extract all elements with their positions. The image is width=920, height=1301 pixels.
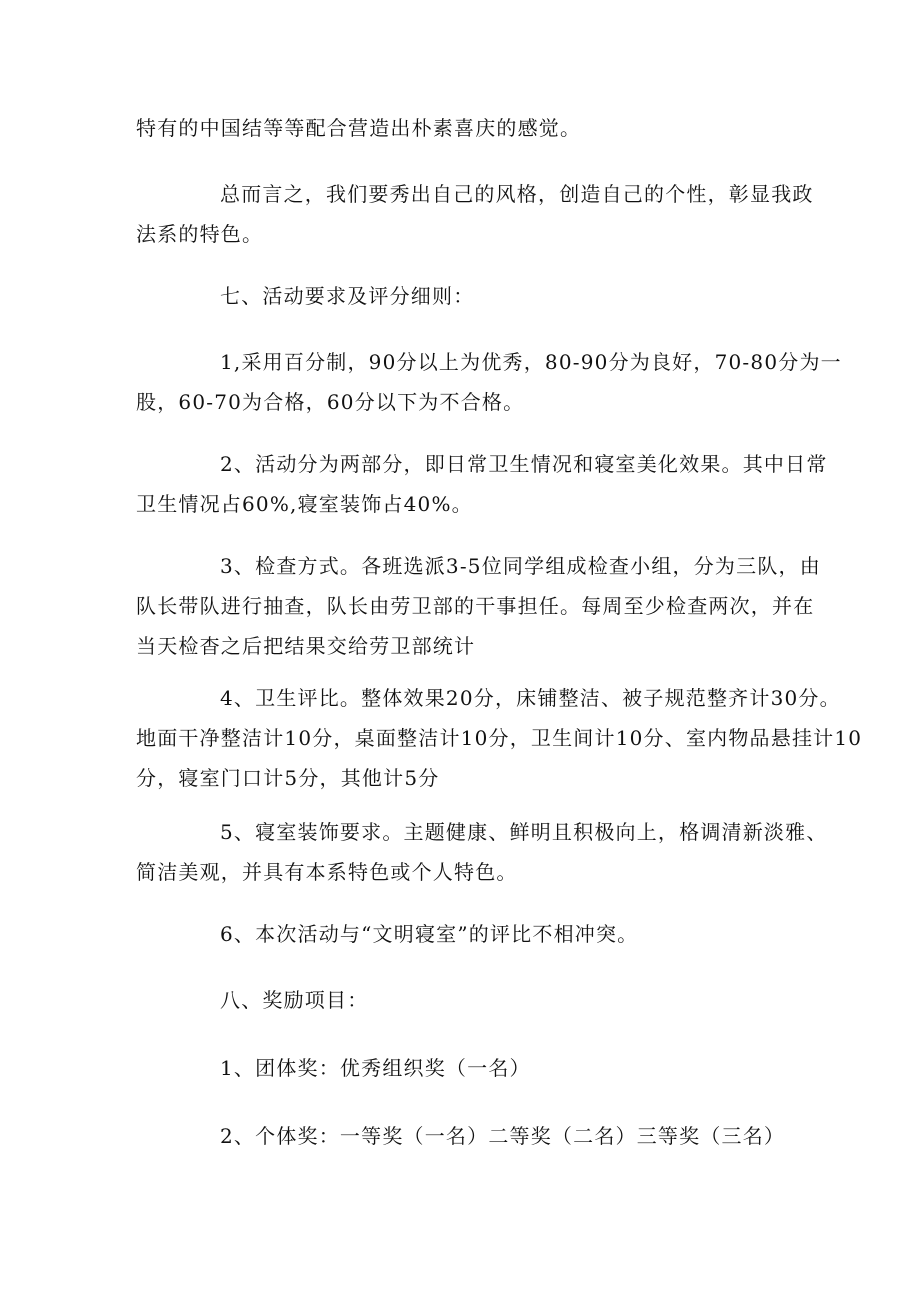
text-line: 2、个体奖：一等奖（一名）二等奖（二名）三等奖（三名）	[220, 1124, 786, 1148]
text-line: 特有的中国结等等配合营造出朴素喜庆的感觉。	[136, 116, 582, 140]
paragraph-no-conflict	[136, 914, 788, 954]
section-heading-awards	[136, 980, 788, 1020]
section-heading-requirements	[136, 276, 788, 316]
text-line: 总而言之，我们要秀出自己的风格，创造自己的个性，彰显我政	[220, 182, 814, 206]
text-line: 八、奖励项目：	[220, 988, 369, 1012]
paragraph-inspection-method	[136, 546, 821, 666]
text-line: 卫生情况占60%,寝室装饰占40%。	[136, 492, 473, 516]
text-line: 分，寝室门口计5分，其他计5分	[136, 766, 440, 790]
paragraph-decoration-feeling	[136, 108, 788, 148]
paragraph-individual-award	[136, 1116, 788, 1156]
text-line: 6、本次活动与“文明寝室”的评比不相冲突。	[220, 922, 639, 946]
text-line: 3、检查方式。各班选派3-5位同学组成检查小组，分为三队，由	[220, 554, 821, 578]
paragraph-decoration-requirements	[136, 812, 828, 892]
text-line: 当天检杳之后把结果交给劳卫部统计	[136, 634, 476, 658]
paragraph-summary	[136, 174, 814, 254]
text-line: 七、活动要求及评分细则：	[220, 284, 475, 308]
text-line: 5、寝室装饰要求。主题健康、鲜明且积极向上，格调清新淡雅、	[220, 820, 828, 844]
paragraph-hygiene-evaluation	[136, 678, 863, 798]
paragraph-scoring-system	[136, 342, 842, 422]
paragraph-two-parts	[136, 444, 828, 524]
text-line: 1、团体奖：优秀组织奖（一名）	[220, 1056, 531, 1080]
text-line: 1,采用百分制，90分以上为优秀，80-90分为良好，70-80分为一	[220, 350, 842, 374]
text-line: 简洁美观，并具有本系特色或个人特色。	[136, 860, 518, 884]
text-line: 2、活动分为两部分，即日常卫生情况和寝室美化效果。其中日常	[220, 452, 828, 476]
text-line: 地面干净整洁计10分，桌面整洁计10分，卫生间计10分、室内物品悬挂计10	[136, 726, 863, 750]
text-line: 法系的特色。	[136, 222, 264, 246]
text-line: 股，60-70为合格，60分以下为不合格。	[136, 390, 525, 414]
text-line: 队长带队进行抽查，队长由劳卫部的干事担任。每周至少检查两次，并在	[136, 594, 815, 618]
text-line: 4、卫生评比。整体效果20分，床铺整洁、被子规范整齐计30分。	[220, 686, 841, 710]
paragraph-group-award	[136, 1048, 788, 1088]
